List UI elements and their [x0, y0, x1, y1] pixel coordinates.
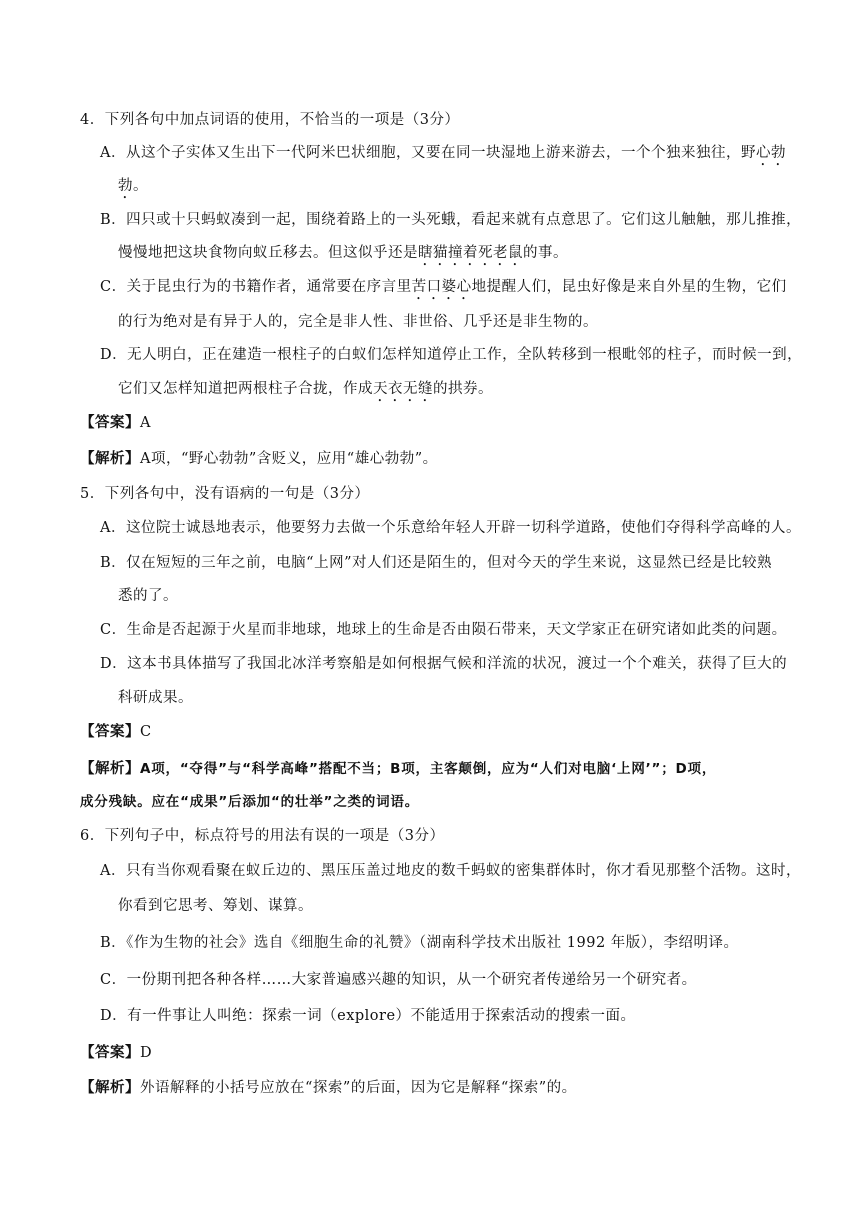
q4-option-a-dotted-word: 心勃 — [755, 145, 786, 161]
q4-answer-label: 【答案】 — [80, 415, 140, 431]
q6-option-b: B．《作为生物的社会》选自《细胞生命的礼赞》（湖南科学技术出版社 1992 年版），李绍明译。 — [100, 935, 739, 951]
q4-option-b-end: 的事。 — [523, 245, 568, 261]
q6-answer — [80, 1043, 152, 1063]
q4-stem: 4．下列各句中加点词语的使用，不恰当的一项是（3分） — [80, 112, 460, 128]
q6-answer-value: D — [140, 1045, 153, 1061]
q6-option-a: A．只有当你观看聚在蚁丘边的、黑压压盖过地皮的数千蚂蚁的密集群体时，你才看见那整个活物。这时， — [100, 863, 801, 879]
q4-option-a-end: 。 — [133, 178, 148, 194]
q4-option-a — [100, 143, 786, 169]
q4-option-c-text-2: 地提醒人们，昆虫好像是来自外星的生物，它们 — [471, 279, 787, 295]
q4-analysis-text: A项，“野心勃勃”含贬义，应用“雄心勃勃”。 — [140, 451, 438, 467]
q6-option-d: D．有一件事让人叫绝：探索一词（explore）不能适用于探索活动的搜索一面。 — [100, 1008, 636, 1024]
q6-answer-label: 【答案】 — [80, 1045, 140, 1061]
q5-answer-label: 【答案】 — [80, 724, 140, 740]
q4-option-d-end: 的拱券。 — [433, 381, 493, 397]
q5-answer-value: C — [140, 724, 152, 740]
q5-option-b-cont: 悉的了。 — [118, 588, 178, 604]
q5-option-d: D．这本书具体描写了我国北冰洋考察船是如何根据气候和洋流的状况，渡过一个个难关，获得了巨大的 — [100, 656, 788, 672]
q4-option-a-text: A．从这个子实体又生出下一代阿米巴状细胞，又要在同一块湿地上游来游去，一个个独来独往，野 — [100, 145, 756, 161]
q4-option-b-cont — [118, 243, 568, 269]
q4-option-c — [100, 277, 787, 303]
q6-analysis-text: 外语解释的小括号应放在“探索”的后面，因为它是解释“探索”的。 — [140, 1080, 577, 1096]
q5-analysis-label: 【解析】 — [80, 761, 140, 777]
q5-option-d-cont: 科研成果。 — [118, 690, 193, 706]
q6-option-a-cont: 你看到它思考、筹划、谋算。 — [118, 898, 313, 914]
q4-option-d-dotted-word: 天衣无缝 — [373, 381, 433, 397]
q4-option-d-text: 它们又怎样知道把两根柱子合拢，作成 — [118, 381, 373, 397]
q4-option-c-cont: 的行为绝对是有异于人的，完全是非人性、非世俗、几乎还是非生物的。 — [118, 314, 598, 330]
q4-option-b: B．四只或十只蚂蚁凑到一起，围绕着路上的一头死蛾，看起来就有点意思了。它们这儿触触，那儿推推， — [100, 212, 802, 228]
q4-option-c-text: C．关于昆虫行为的书籍作者，通常要在序言里 — [100, 279, 412, 295]
q6-analysis — [80, 1078, 577, 1098]
q6-analysis-label: 【解析】 — [80, 1080, 140, 1096]
q4-answer-value: A — [140, 415, 151, 431]
q5-analysis-cont: 成分残缺。应在“成果”后添加“的壮举”之类的词语。 — [80, 794, 419, 810]
q4-option-d-cont — [118, 379, 493, 405]
q4-answer — [80, 413, 151, 433]
q5-analysis-text: A项，“夺得”与“科学高峰”搭配不当；B项，主客颠倒，应为“人们对电脑‘上网’”；D项， — [140, 761, 717, 777]
q6-option-c: C．一份期刊把各种各样……大家普遍感兴趣的知识，从一个研究者传递给另一个研究者。 — [100, 972, 697, 988]
q4-analysis — [80, 449, 438, 469]
q5-option-b: B．仅在短短的三年之前，电脑“上网”对人们还是陌生的，但对今天的学生来说，这显然已经是比较熟 — [100, 555, 772, 571]
q4-option-a-dotted-word-cont: 勃 — [118, 178, 133, 194]
q4-option-b-dotted-word: 瞎猫撞着死老鼠 — [418, 245, 523, 261]
q5-option-c: C．生命是否起源于火星而非地球，地球上的生命是否由陨石带来，天文学家正在研究诸如此类的问题。 — [100, 622, 787, 638]
q5-answer — [80, 722, 152, 742]
q5-analysis — [80, 759, 716, 779]
q5-option-a: A．这位院士诚恳地表示，他要努力去做一个乐意给年轻人开辟一切科学道路，使他们夺得科学高峰的人。 — [100, 520, 801, 536]
q4-analysis-label: 【解析】 — [80, 451, 140, 467]
q4-option-b-text: 慢慢地把这块食物向蚁丘移去。但这似乎还是 — [118, 245, 418, 261]
q5-stem: 5．下列各句中，没有语病的一句是（3分） — [80, 486, 370, 502]
q4-option-d: D．无人明白，正在建造一根柱子的白蚁们怎样知道停止工作，全队转移到一根毗邻的柱子，而时候一到， — [100, 347, 803, 363]
q6-stem: 6．下列句子中，标点符号的用法有误的一项是（3分） — [80, 828, 445, 844]
q4-option-c-dotted-word: 苦口婆心 — [411, 279, 472, 295]
q4-option-a-cont — [118, 176, 148, 202]
